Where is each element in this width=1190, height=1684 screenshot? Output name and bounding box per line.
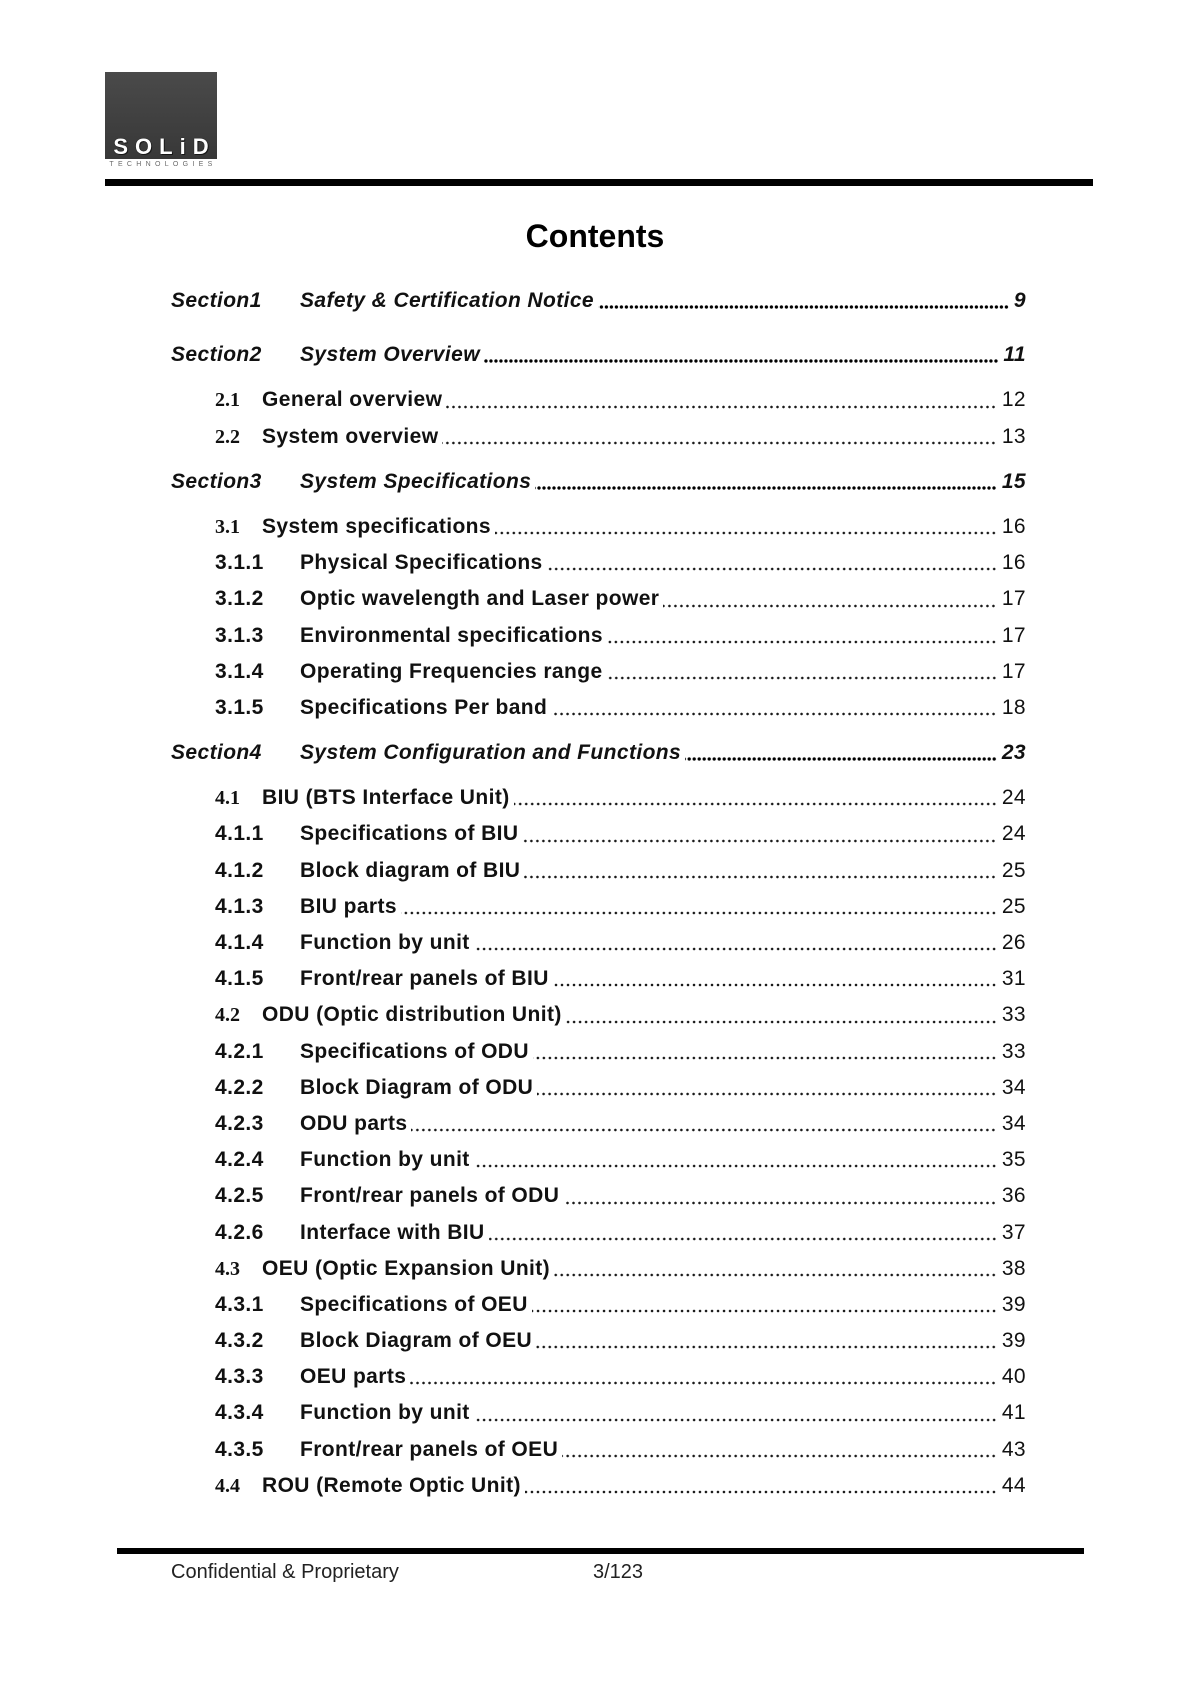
entry-number: 4.2.5: [215, 1184, 264, 1208]
entry-title: Front/rear panels of BIU: [300, 967, 549, 991]
entry-number: 2.1: [215, 389, 240, 412]
entry-title: OEU parts: [300, 1365, 407, 1389]
entry-number: 4.1.2: [215, 858, 264, 882]
toc-entry-4-3-3[interactable]: [171, 1359, 1026, 1395]
toc-entry-3-1-1[interactable]: [171, 545, 1026, 581]
page-number: 13: [1001, 424, 1026, 448]
logo-wordmark: SOLiD: [113, 134, 216, 159]
entry-number: 3.1.5: [215, 695, 264, 719]
entry-title: Operating Frequencies range: [300, 659, 603, 683]
toc-entry-4-4[interactable]: [171, 1468, 1026, 1504]
entry-number: 4.1: [215, 787, 240, 810]
footer-page-number: 3/123: [593, 1561, 644, 1583]
toc-entry-4-1-1[interactable]: [171, 816, 1026, 852]
dot-leader: [607, 618, 997, 654]
page-number: 37: [1001, 1220, 1026, 1244]
dot-leader: [514, 780, 997, 816]
dot-leader: [524, 853, 996, 889]
header-rule: [105, 179, 1093, 186]
toc-entry-4-2-4[interactable]: [171, 1142, 1026, 1178]
entry-number: 4.3.3: [215, 1365, 264, 1389]
toc-entry-4-2-6[interactable]: [171, 1215, 1026, 1251]
entry-title: Front/rear panels of OEU: [300, 1437, 559, 1461]
page-number: 9: [1013, 289, 1026, 312]
dot-leader: [446, 382, 997, 418]
entry-title: ROU (Remote Optic Unit): [262, 1473, 521, 1497]
dot-leader: [410, 1359, 997, 1395]
dot-leader: [411, 1106, 996, 1142]
toc-entry-4-3[interactable]: [171, 1251, 1026, 1287]
entry-number: 4.2.4: [215, 1148, 264, 1172]
page-number: 15: [1001, 469, 1026, 493]
entry-title: ODU (Optic distribution Unit): [262, 1003, 562, 1027]
toc-entry-4-2-2[interactable]: [171, 1070, 1026, 1106]
page-number: 18: [1001, 695, 1026, 719]
page-number: 33: [1001, 1039, 1026, 1063]
page-number: 24: [1001, 786, 1026, 810]
dot-leader: [474, 925, 997, 961]
dot-leader: [663, 581, 996, 617]
section-title: System Specifications: [300, 469, 532, 493]
entry-title: OEU (Optic Expansion Unit): [262, 1256, 551, 1280]
dot-leader: [537, 1070, 997, 1106]
toc-entry-4-1-2[interactable]: [171, 853, 1026, 889]
dot-leader: [536, 1323, 997, 1359]
dot-leader: [474, 1395, 997, 1431]
page-number: 40: [1001, 1365, 1026, 1389]
dot-leader: [533, 1034, 997, 1070]
dot-leader: [489, 1215, 997, 1251]
page-number: 12: [1001, 388, 1026, 412]
dot-leader: [553, 961, 997, 997]
entry-title: General overview: [262, 388, 443, 412]
entry-number: 4.2: [215, 1004, 240, 1027]
entry-title: Specifications of OEU: [300, 1292, 528, 1316]
dot-leader: [566, 997, 997, 1033]
page-number: 17: [1001, 587, 1026, 611]
toc-entry-4-1-4[interactable]: [171, 925, 1026, 961]
toc-entry-4-3-4[interactable]: [171, 1395, 1026, 1431]
page-number: 41: [1001, 1401, 1026, 1425]
dot-leader: [547, 545, 997, 581]
section-title: System Configuration and Functions: [300, 741, 682, 765]
section-label: Section2: [171, 343, 262, 367]
entry-title: Function by unit: [300, 1401, 470, 1425]
entry-number: 4.2.6: [215, 1220, 264, 1244]
section-title: System Overview: [300, 343, 480, 367]
dot-leader: [535, 464, 997, 500]
entry-number: 4.2.2: [215, 1075, 264, 1099]
section-label: Section4: [171, 741, 262, 765]
toc-entry-4-3-1[interactable]: [171, 1287, 1026, 1323]
page-number: 34: [1001, 1075, 1026, 1099]
page-number: 43: [1001, 1437, 1026, 1461]
entry-title: Block diagram of BIU: [300, 858, 521, 882]
table-of-contents: [171, 274, 1026, 1504]
entry-number: 4.2.1: [215, 1039, 264, 1063]
toc-section-2[interactable]: [171, 337, 1026, 373]
entry-number: 3.1.3: [215, 623, 264, 647]
toc-entry-3-1[interactable]: [171, 509, 1026, 545]
entry-number: 4.1.4: [215, 931, 264, 954]
entry-title: Specifications of ODU: [300, 1039, 529, 1063]
dot-leader: [401, 889, 997, 925]
toc-entry-4-1-3[interactable]: [171, 889, 1026, 925]
toc-entry-3-1-3[interactable]: [171, 618, 1026, 654]
company-logo: [105, 72, 217, 159]
page-number: 11: [1003, 343, 1026, 367]
page-number: 44: [1001, 1473, 1026, 1497]
page-number: 16: [1001, 551, 1026, 575]
entry-title: Block Diagram of ODU: [300, 1075, 534, 1099]
entry-title: Interface with BIU: [300, 1220, 485, 1244]
entry-number: 4.1.5: [215, 967, 264, 991]
dot-leader: [495, 509, 997, 545]
entry-number: 4.2.3: [215, 1111, 264, 1135]
footer-confidentiality-notice: Confidential & Proprietary: [171, 1561, 399, 1583]
page-number: 39: [1001, 1329, 1026, 1353]
dot-leader: [607, 654, 997, 690]
toc-entry-3-1-2[interactable]: [171, 581, 1026, 617]
entry-title: System overview: [262, 424, 439, 448]
page-title: Contents: [525, 218, 665, 254]
entry-number: 4.1.1: [215, 822, 264, 846]
footer-rule: [117, 1548, 1084, 1554]
page-number: 39: [1001, 1292, 1026, 1316]
page-number: 25: [1001, 858, 1026, 882]
section-title: Safety & Certification Notice: [300, 289, 594, 312]
section-label: Section3: [171, 469, 262, 493]
page-number: 23: [1001, 741, 1026, 765]
toc-entry-4-1-5[interactable]: [171, 961, 1026, 997]
entry-title: BIU parts: [300, 894, 397, 918]
entry-number: 4.3.1: [215, 1292, 264, 1316]
entry-title: BIU (BTS Interface Unit): [262, 786, 510, 810]
toc-section-1[interactable]: [171, 283, 1026, 319]
section-label: Section1: [171, 289, 262, 312]
logo-tagline: TECHNOLOGIES: [109, 161, 217, 168]
toc-entry-4-1[interactable]: [171, 780, 1026, 816]
entry-number: 3.1.4: [215, 659, 264, 683]
toc-entry-3-1-5[interactable]: [171, 690, 1026, 726]
page-number: 26: [1001, 931, 1026, 954]
entry-title: Optic wavelength and Laser power: [300, 587, 660, 611]
entry-title: Specifications of BIU: [300, 822, 519, 846]
toc-entry-4-2-5[interactable]: [171, 1178, 1026, 1214]
dot-leader: [562, 1432, 997, 1468]
dot-leader: [525, 1468, 997, 1504]
entry-number: 4.4: [215, 1474, 240, 1497]
page-number: 33: [1001, 1003, 1026, 1027]
entry-number: 4.3.4: [215, 1401, 264, 1425]
page-number: 17: [1001, 659, 1026, 683]
page-number: 25: [1001, 894, 1026, 918]
dot-leader: [474, 1142, 997, 1178]
page-number: 16: [1001, 514, 1026, 538]
entry-title: Function by unit: [300, 1148, 470, 1172]
entry-number: 3.1.1: [215, 551, 264, 575]
entry-number: 4.1.3: [215, 894, 264, 918]
dot-leader: [442, 419, 996, 455]
page-number: 34: [1001, 1111, 1026, 1135]
page-number: 17: [1001, 623, 1026, 647]
dot-leader: [685, 735, 997, 771]
page-number: 35: [1001, 1148, 1026, 1172]
page-number: 24: [1001, 822, 1026, 846]
toc-section-4[interactable]: [171, 735, 1026, 771]
entry-title: ODU parts: [300, 1111, 408, 1135]
entry-number: 2.2: [215, 425, 240, 448]
toc-entry-4-2-1[interactable]: [171, 1034, 1026, 1070]
entry-number: 3.1: [215, 515, 240, 538]
dot-leader: [551, 690, 997, 726]
dot-leader: [522, 816, 996, 852]
entry-title: Physical Specifications: [300, 551, 543, 575]
toc-entry-2-1[interactable]: [171, 382, 1026, 418]
entry-number: 3.1.2: [215, 587, 264, 611]
page-number: 31: [1001, 967, 1026, 991]
toc-entry-4-2-3[interactable]: [171, 1106, 1026, 1142]
entry-title: Environmental specifications: [300, 623, 603, 647]
entry-title: Specifications Per band: [300, 695, 548, 719]
entry-title: Function by unit: [300, 931, 470, 954]
page-number: 36: [1001, 1184, 1026, 1208]
toc-section-3[interactable]: [171, 464, 1026, 500]
entry-number: 4.3.5: [215, 1437, 264, 1461]
toc-entry-4-3-5[interactable]: [171, 1432, 1026, 1468]
dot-leader: [484, 337, 998, 373]
toc-entry-2-2[interactable]: [171, 419, 1026, 455]
toc-entry-3-1-4[interactable]: [171, 654, 1026, 690]
dot-leader: [598, 283, 1009, 319]
dot-leader: [554, 1251, 997, 1287]
page-number: 38: [1001, 1256, 1026, 1280]
entry-number: 4.3: [215, 1257, 240, 1280]
entry-title: Front/rear panels of ODU: [300, 1184, 560, 1208]
toc-entry-4-2[interactable]: [171, 997, 1026, 1033]
entry-title: Block Diagram of OEU: [300, 1329, 533, 1353]
dot-leader: [532, 1287, 997, 1323]
entry-number: 4.3.2: [215, 1329, 264, 1353]
toc-entry-4-3-2[interactable]: [171, 1323, 1026, 1359]
dot-leader: [563, 1178, 997, 1214]
entry-title: System specifications: [262, 514, 491, 538]
